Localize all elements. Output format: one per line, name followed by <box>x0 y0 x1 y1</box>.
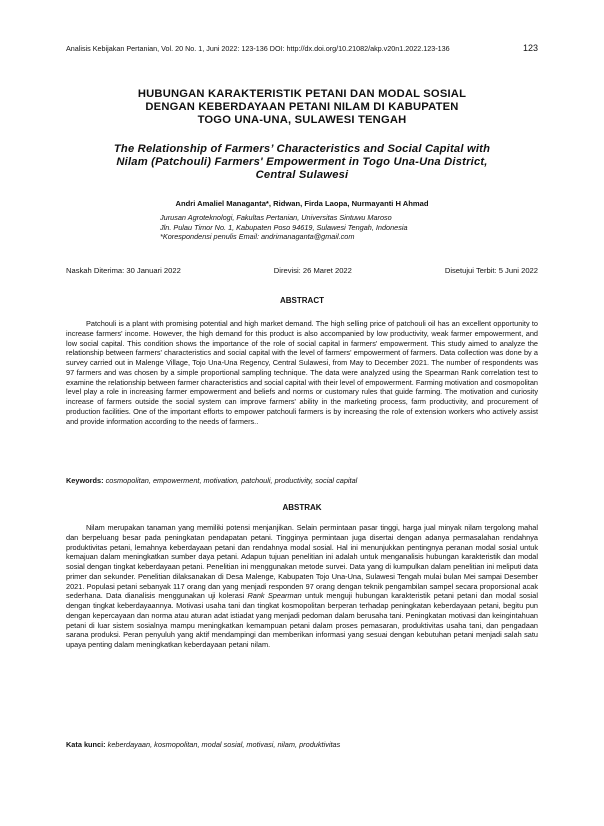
affiliation-line: Jln. Pulau Timor No. 1, Kabupaten Poso 94619, Sulawesi Tengah, Indonesia <box>160 222 408 232</box>
title-en-line: The Relationship of Farmers’ Characteristics and Social Capital with <box>113 143 491 155</box>
kata-kunci-label: Kata kunci: <box>66 740 106 749</box>
running-header <box>66 43 538 53</box>
affiliation-line: Jurusan Agroteknologi, Fakultas Pertanian, Universitas Sintuwu Maroso <box>160 213 392 222</box>
affiliation <box>160 213 460 242</box>
correspondence-line: *Korespondensi penulis Email: andrimanaganta@gmail.com <box>160 232 355 242</box>
abstrak-emphasis: Rank Spearman <box>247 591 302 601</box>
title-indonesian <box>60 88 544 127</box>
keywords-value: cosmopolitan, empowerment, motivation, patchouli, productivity, social capital <box>105 476 358 485</box>
title-en-line: Nilam (Patchouli) Farmers' Empowerment in Togo Una-Una District, <box>116 156 488 168</box>
author-list: Andri Amaliel Managanta*, Ridwan, Firda Laopa, Nurmayanti H Ahmad <box>175 199 429 208</box>
title-english <box>60 143 544 182</box>
keywords-indonesian <box>66 740 538 749</box>
title-id-line: HUBUNGAN KARAKTERISTIK PETANI DAN MODAL SOSIAL <box>137 88 467 100</box>
abstrak-text-part: untuk menguji hubungan karakteristik petani petani dan modal sosial dengan tingkat keberdayaannya. Motivasi usaha tani dan tingkat kosmopolitan berperan terhadap peningkatan keberdayaan petani, begitu pun dengan kepercayaan dan norma atau aturan adat istiadat yang menjadi pedoman dalam berusaha tani. Peningkatan motivasi dan keingintahuan petani di luar sistem sosialnya mampu meningkatkan kemampuan petani dalam proses pemasaran, produktivitas usaha tani, dan pengadaan sarana produksi. Peran penyuluh yang aktif mendampingi dan memberikan informasi yang sesuai dengan kebutuhan petani menjadi salah satu upaya penting dalam meningkatkan keberdayaan petani nilam. <box>66 591 538 649</box>
abstrak-body <box>66 523 538 650</box>
abstract-heading: ABSTRACT <box>280 296 324 305</box>
keywords-english <box>66 476 538 485</box>
page-number: 123 <box>522 43 538 53</box>
journal-citation: Analisis Kebijakan Pertanian, Vol. 20 No. 1, Juni 2022: 123-136 DOI: http://dx.doi.org/10.21082/akp.v20n1.2022.123-136 <box>66 44 450 53</box>
abstrak-heading: ABSTRAK <box>282 503 322 512</box>
abstract-body: Patchouli is a plant with promising potential and high market demand. The high selling price of patchouli oil has an excellent opportunity to increase farmers' income. However, the high demand for this product is also accompanied by low productivity, weak farmer empowerment, and low social capital. This condition shows the importance of the role of social capital in farmers' empowerment. This study aimed to analyze the relationship between farmers' characteristics and social capital with the level of farmers' empowerment of farmers. Data collection was done by a survey carried out in Malenge Village, Tojo Una-Una Regency, Central Sulawesi, from May to December 2021. The number of respondents was 97 farmers and was chosen by a simple proportional sampling technique. The data were analyzed using the Spearman Rank correlation test to examine the relationship between farmer characteristics and social capital with their level of empowerment. Farming motivation and cosmopolitan level play a role in increasing farmer empowerment and beliefs and norms or customary rules that guide farming. The motivation and curiosity increase of farmers outside the social system can improve farmers' ability in the marketing process, farm productivity, and procurement of production facilities. One of the important efforts to empower patchouli farmers is by increasing the role of extension workers who actively assist and provide information according to the needs of farmers.. <box>66 319 538 426</box>
keywords-label: Keywords: <box>66 476 104 485</box>
kata-kunci-value: keberdayaan, kosmopolitan, modal sosial, motivasi, nilam, produktivitas <box>107 740 341 749</box>
abstrak-text-part: Nilam merupakan tanaman yang memiliki potensi menjanjikan. Selain permintaan pasar tinggi, harga jual minyak nilam tergolong mahal dan berpeluang besar pada peningkatan pendapatan petani. Tingginya permintaan juga disertai dengan adanya permasalahan rendahnya produktivitas petani, lemahnya keberdayaan petani dan rendahnya modal sosial. Hal ini menunjukkan pentingnya peranan modal sosial untuk kemajuan dalam meningkatkan sumber daya petani. Adapun tujuan penelitian ini adalah untuk menganalisis hubungan karakteristik dan modal sosial dengan tingkat keberdayaan petani. Penelitian ini menggunakan metode survei. Data yang di kumpulkan dalam penelitian ini meliputi data primer dan sekunder. Penelitian dilaksanakan di Desa Malenge, Kabupaten Tojo Una-Una, Sulawesi Tengah mulai bulan Mei sampai Desember 2021. Populasi petani sebanyak 117 orang dan yang menjadi responden 97 orang dengan teknik pengambilan sampel secara proporsional acak sederhana. Data dianalisis menggunakan uji kolerasi <box>66 523 538 601</box>
title-id-line: DENGAN KEBERDAYAAN PETANI NILAM DI KABUPATEN <box>145 101 459 113</box>
title-id-line: TOGO UNA-UNA, SULAWESI TENGAH <box>197 114 407 126</box>
date-revised: Direvisi: 26 Maret 2022 <box>273 266 352 275</box>
title-en-line: Central Sulawesi <box>255 169 349 181</box>
date-accepted: Disetujui Terbit: 5 Juni 2022 <box>444 266 538 275</box>
manuscript-dates <box>66 266 538 275</box>
date-received: Naskah Diterima: 30 Januari 2022 <box>66 266 181 275</box>
